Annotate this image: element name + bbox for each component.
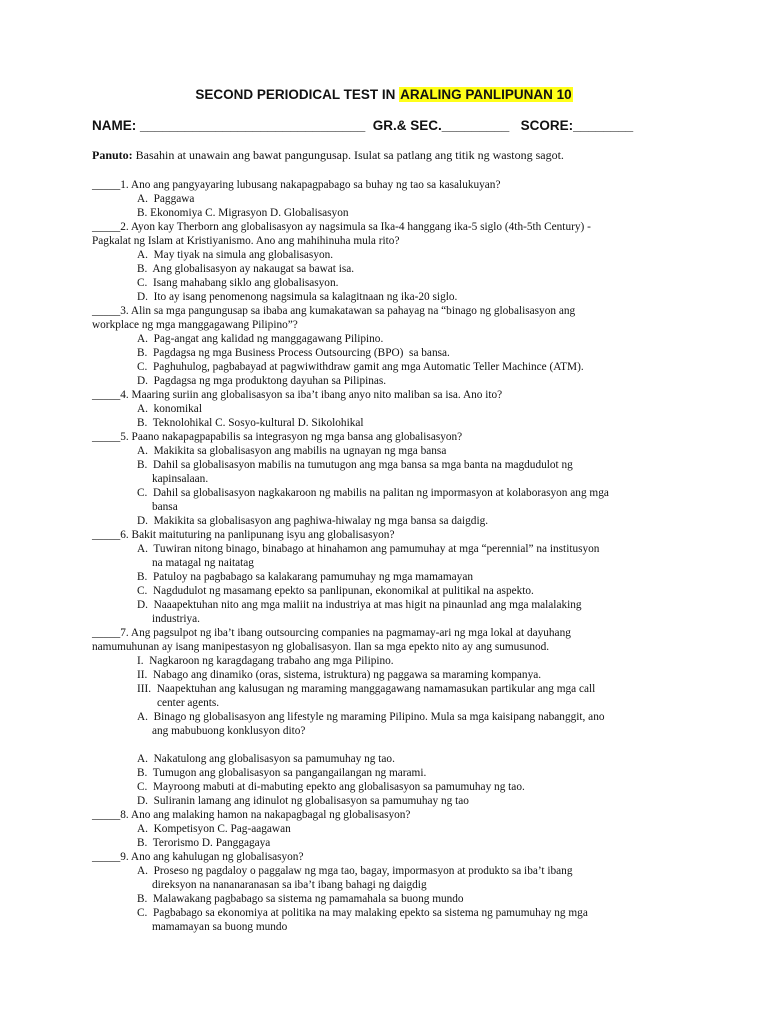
question-line: B. Teknolohikal C. Sosyo-kultural D. Sikolohikal	[137, 417, 364, 429]
question-line: B. Patuloy na pagbabago sa kalakarang pamumuhay ng mga mamamayan	[137, 571, 473, 583]
question-line: _____9. Ano ang kahulugan ng globalisasyon?	[92, 851, 304, 863]
question-line: A. Tuwiran nitong binago, binabago at hinahamon ang pamumuhay at mga “perennial” na institusyon	[137, 543, 600, 555]
question-line: D. Ito ay isang penomenong nagsimula sa kalagitnaan ng ika-20 siglo.	[137, 291, 458, 303]
question-line: bansa	[152, 501, 178, 513]
question-line: A. Makikita sa globalisasyon ang mabilis na ugnayan ng mga bansa	[137, 445, 447, 457]
instructions	[92, 148, 564, 163]
question-line: B. Dahil sa globalisasyon mabilis na tumutugon ang mga bansa sa mga banta na magdudulot ng	[137, 459, 573, 471]
page-title	[0, 87, 768, 102]
question-line: Pagkalat ng Islam at Kristiyanismo. Ano ang mahihinuha mula rito?	[92, 235, 400, 247]
question-line: _____1. Ano ang pangyayaring lubusang nakapagpabago sa buhay ng tao sa kasalukuyan?	[92, 179, 501, 191]
question-line: A. Proseso ng pagdaloy o paggalaw ng mga tao, bagay, impormasyon at produkto sa iba’t ibang	[137, 865, 573, 877]
question-line: A. May tiyak na simula ang globalisasyon.	[137, 249, 334, 261]
question-line: _____4. Maaring suriin ang globalisasyon sa iba’t ibang anyo nito maliban sa isa. Ano ito?	[92, 389, 503, 401]
question-line: B. Pagdagsa ng mga Business Process Outsourcing (BPO) sa bansa.	[137, 347, 450, 359]
question-line: _____6. Bakit maituturing na panlipunang isyu ang globalisasyon?	[92, 529, 395, 541]
question-line: C. Paghuhulog, pagbabayad at pagwiwithdraw gamit ang mga Automatic Teller Machince (ATM).	[137, 361, 584, 373]
instructions-label: Panuto:	[92, 148, 133, 162]
question-line: workplace ng mga manggagawang Pilipino”?	[92, 319, 298, 331]
question-line: mamamayan sa buong mundo	[152, 921, 288, 933]
question-line: C. Dahil sa globalisasyon nagkakaroon ng mabilis na palitan ng impormasyon at kolaborasyon ang mga	[137, 487, 609, 499]
question-line: A. Paggawa	[137, 193, 195, 205]
question-line: C. Isang mahabang siklo ang globalisasyon.	[137, 277, 339, 289]
question-line: _____2. Ayon kay Therborn ang globalisasyon ay nagsimula sa Ika-4 hanggang ika-5 siglo (4th-5th Century) -	[92, 221, 591, 233]
question-line: B. Ekonomiya C. Migrasyon D. Globalisasyon	[137, 207, 349, 219]
question-line: C. Pagbabago sa ekonomiya at politika na may malaking epekto sa sistema ng pamumuhay ng mga	[137, 907, 588, 919]
question-line: III. Naapektuhan ang kalusugan ng maraming manggagawang namamasukan partikular ang mga call	[137, 683, 596, 695]
question-line: B. Tumugon ang globalisasyon sa pangangailangan ng marami.	[137, 767, 427, 779]
title-prefix: SECOND PERIODICAL TEST IN	[195, 87, 400, 102]
question-line: center agents.	[157, 697, 220, 709]
question-line: D. Makikita sa globalisasyon ang paghiwa-hiwalay ng mga bansa sa daigdig.	[137, 515, 489, 527]
question-line: A. Kompetisyon C. Pag-aagawan	[137, 823, 291, 835]
instructions-text: Basahin at unawain ang bawat pangungusap. Isulat sa patlang ang titik ng wastong sagot.	[132, 148, 564, 162]
question-line: namumuhunan ay isang manipestasyon ng globalisasyon. Ilan sa mga epekto nito ay ang sumusunod.	[92, 641, 550, 653]
question-line: I. Nagkaroon ng karagdagang trabaho ang mga Pilipino.	[137, 655, 394, 667]
question-line: C. Mayroong mabuti at di-mabuting epekto ang globalisasyon sa pamumuhay ng tao.	[137, 781, 525, 793]
question-line: _____3. Alin sa mga pangungusap sa ibaba ang kumakatawan sa pahayag na “binago ng globalisasyon ang	[92, 305, 576, 317]
question-line: _____5. Paano nakapagpapabilis sa integrasyon ng mga bansa ang globalisasyon?	[92, 431, 463, 443]
question-line: II. Nabago ang dinamiko (oras, sistema, istruktura) ng paggawa sa maraming kompanya.	[137, 669, 542, 681]
question-line: ang mabubuong konklusyon dito?	[152, 725, 306, 737]
question-line: C. Nagdudulot ng masamang epekto sa panlipunan, ekonomikal at pulitikal na aspekto.	[137, 585, 534, 597]
question-line: D. Suliranin lamang ang idinulot ng globalisasyon sa pamumuhay ng tao	[137, 795, 469, 807]
question-line: A. Binago ng globalisasyon ang lifestyle ng maraming Pilipino. Mula sa mga kaisipang nabanggit, ano	[137, 711, 605, 723]
question-line: _____7. Ang pagsulpot ng iba’t ibang outsourcing companies na pagmamay-ari ng mga lokal at dayuhang	[92, 627, 571, 639]
question-line: B. Malawakang pagbabago sa sistema ng pamamahala sa buong mundo	[137, 893, 464, 905]
question-line: B. Ang globalisasyon ay nakaugat sa bawat isa.	[137, 263, 355, 275]
question-line: industriya.	[152, 613, 201, 625]
question-line: kapinsalaan.	[152, 473, 209, 485]
question-line: A. Nakatulong ang globalisasyon sa pamumuhay ng tao.	[137, 753, 395, 765]
question-line: D. Naaapektuhan nito ang mga maliit na industriya at mas higit na pinaunlad ang mga malalaking	[137, 599, 582, 611]
question-line: A. konomikal	[137, 403, 202, 415]
question-line: A. Pag-angat ang kalidad ng manggagawang Pilipino.	[137, 333, 384, 345]
subject-highlight: ARALING PANLIPUNAN 10	[400, 87, 572, 102]
question-line: na matagal ng naitatag	[152, 557, 254, 569]
question-line: D. Pagdagsa ng mga produktong dayuhan sa Pilipinas.	[137, 375, 387, 387]
question-line: _____8. Ano ang malaking hamon na nakapagbagal ng globalisasyon?	[92, 809, 411, 821]
question-line: B. Terorismo D. Panggagaya	[137, 837, 271, 849]
question-line: direksyon na nananaranasan sa iba’t ibang bahagi ng daigdig	[152, 879, 427, 891]
student-info-line: NAME: ______________________________ GR.& SEC._________ SCORE:________	[92, 118, 634, 133]
